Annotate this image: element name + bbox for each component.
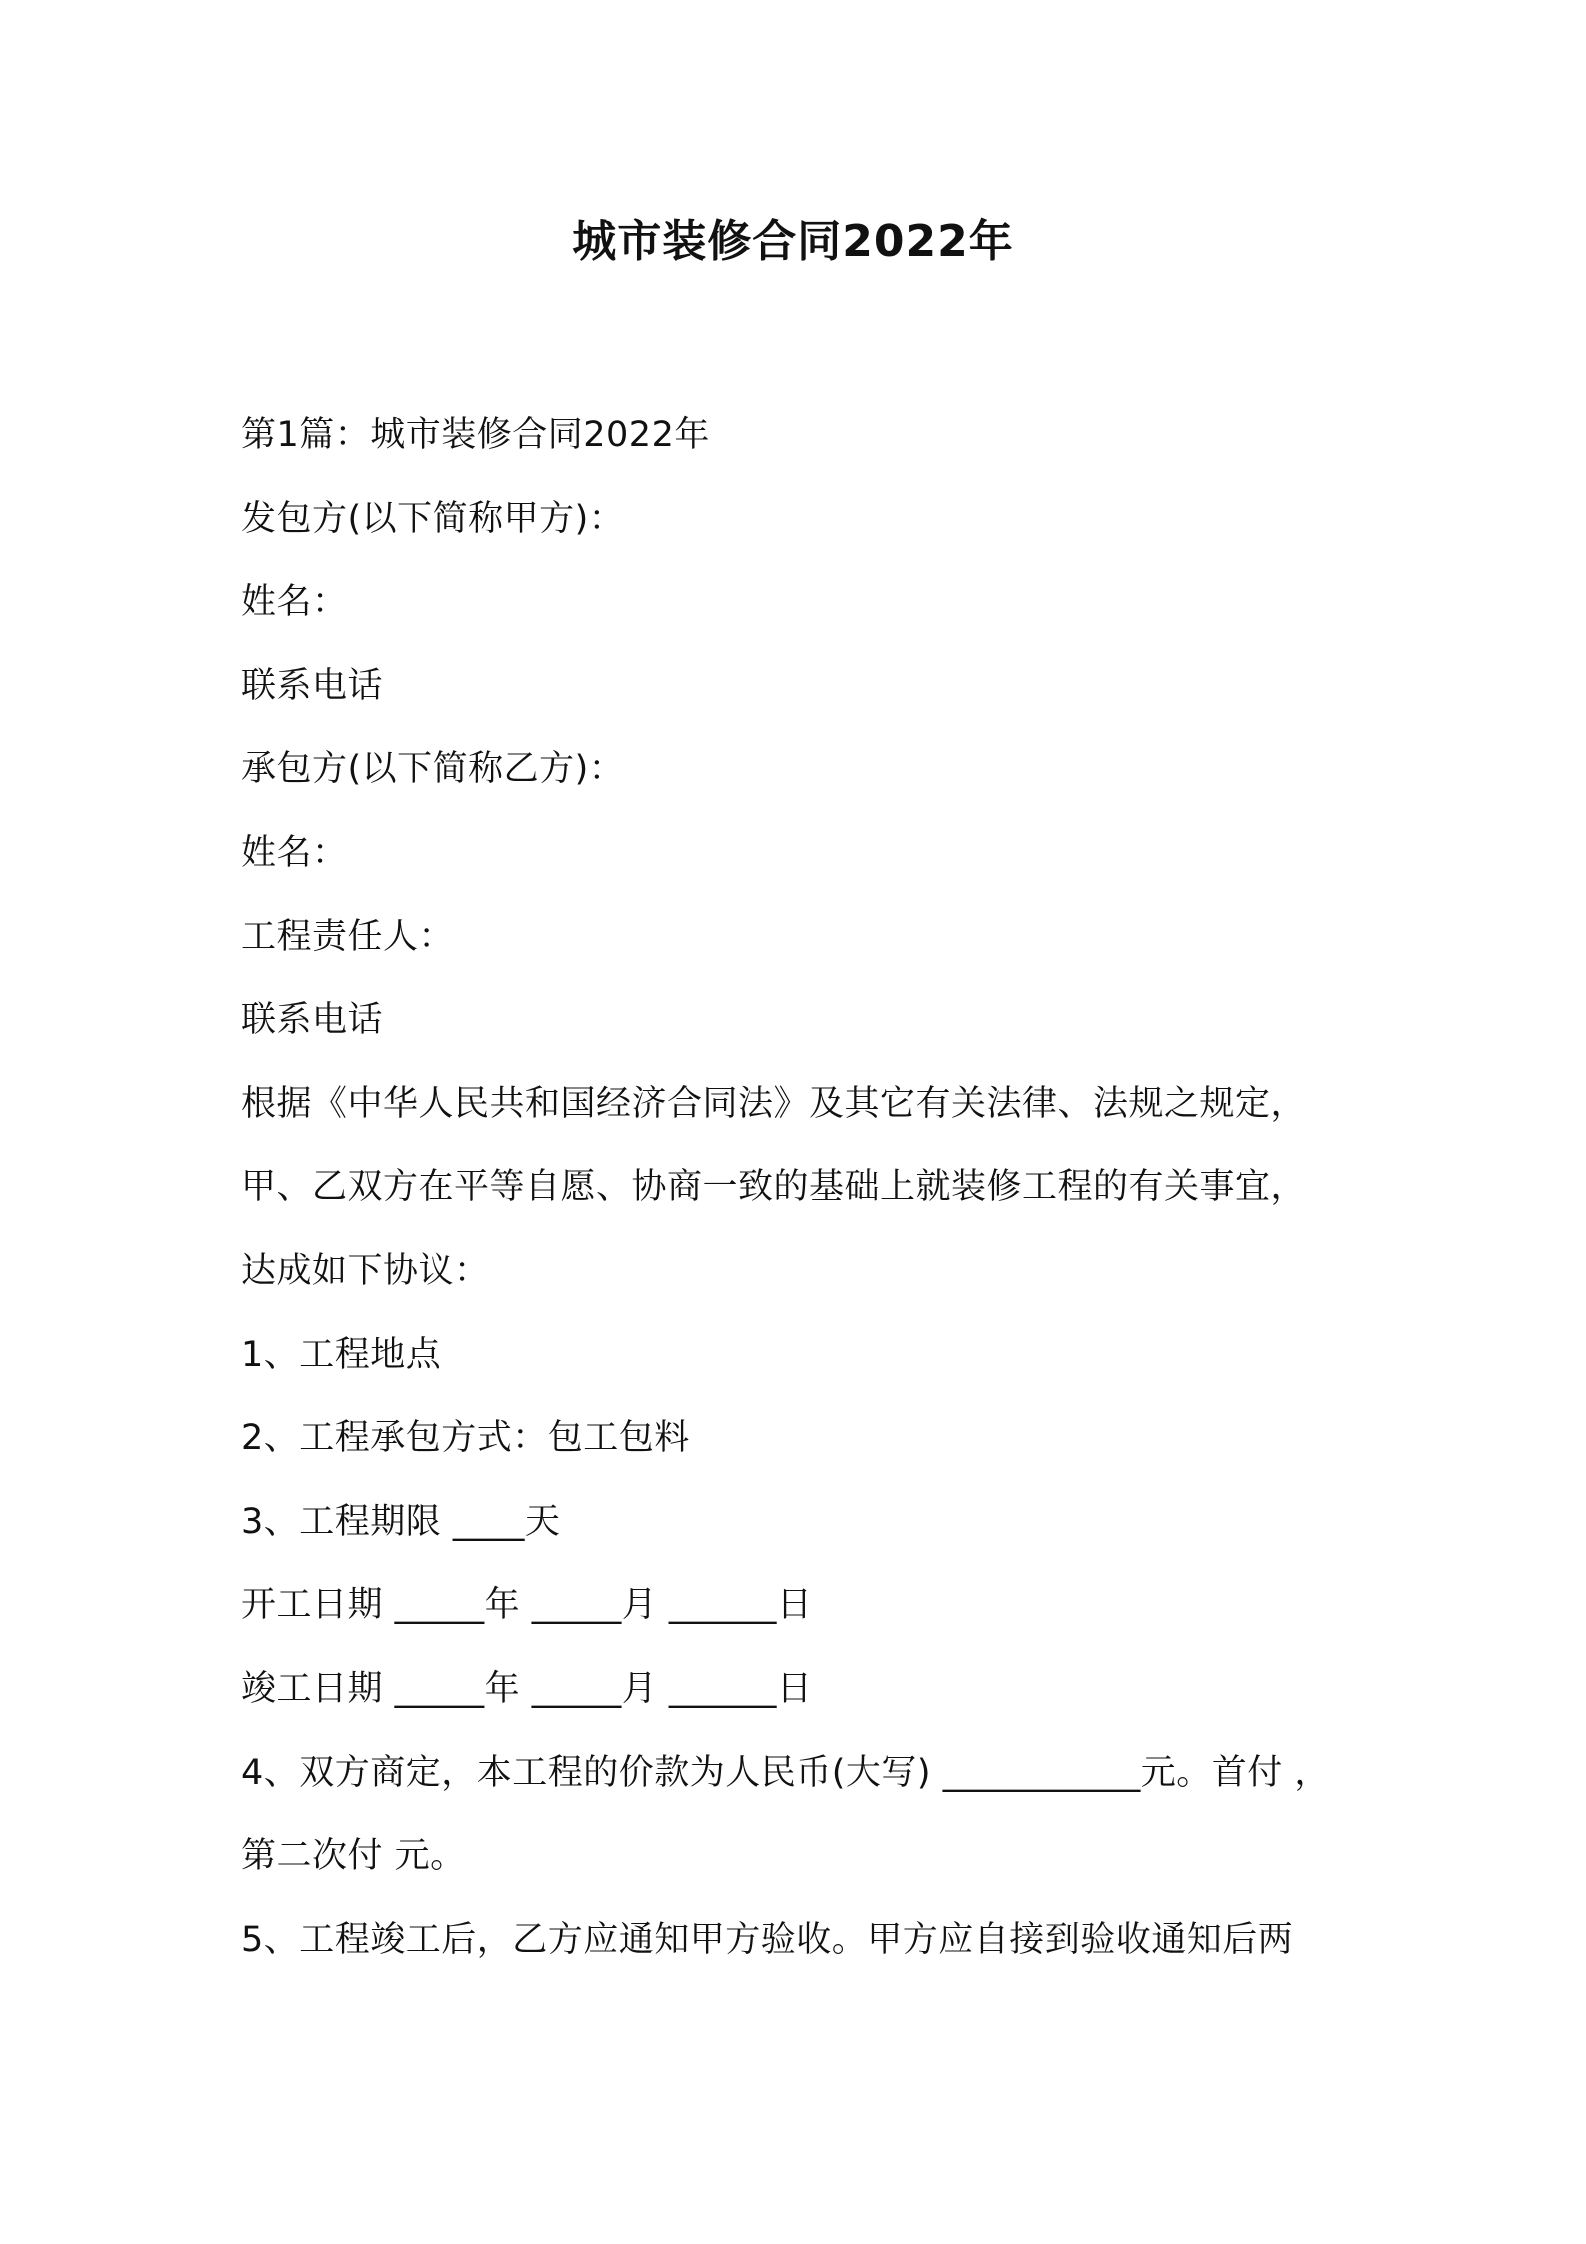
legal-basis-line-1: 根据《中华人民共和国经济合同法》及其它有关法律、法规之规定， [241,1083,1307,1124]
clause-5-acceptance: 5、工程竣工后，乙方应通知甲方验收。甲方应自接到验收通知后两 [241,1919,1294,1960]
party-a-name-field: 姓名： [241,582,348,623]
party-b-phone-field: 联系电话 [241,1000,384,1041]
party-a-phone-field: 联系电话 [241,665,384,706]
project-manager-field: 工程责任人： [241,916,455,957]
party-b-name-field: 姓名： [241,832,348,873]
clause-2-contract-method: 2、工程承包方式：包工包料 [241,1418,690,1459]
clause-4-second-payment: 第二次付 元。 [241,1836,466,1877]
clause-4-price: 4、双方商定，本工程的价款为人民币(大写) ___________元。首付 ， [241,1752,1330,1793]
party-b-label: 承包方(以下简称乙方)： [241,749,625,790]
document-title: 城市装修合同2022年 [572,216,1014,267]
party-a-label: 发包方(以下简称甲方)： [241,498,625,539]
section-heading: 第1篇：城市装修合同2022年 [241,415,710,455]
legal-basis-line-3: 达成如下协议： [241,1250,490,1291]
clause-1-location: 1、工程地点 [241,1334,442,1375]
start-date-field: 开工日期 _____年 _____月 ______日 [241,1585,813,1626]
document-body [241,403,1361,1991]
completion-date-field: 竣工日期 _____年 _____月 ______日 [241,1668,813,1709]
legal-basis-line-2: 甲、乙双方在平等自愿、协商一致的基础上就装修工程的有关事宜， [241,1167,1307,1208]
clause-3-duration: 3、工程期限 ____天 [241,1501,561,1542]
